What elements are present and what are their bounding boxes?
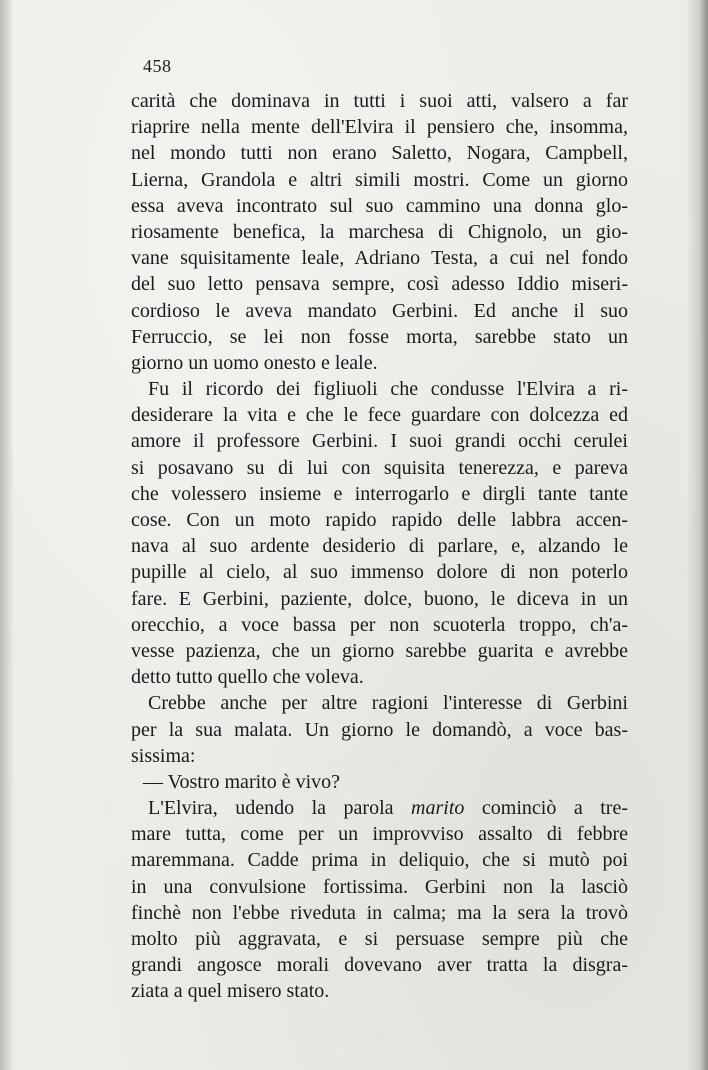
- text-line: sissima:: [131, 744, 196, 767]
- text-line: Crebbe anche per altre ragioni l'interesse di Gerbini: [148, 692, 628, 715]
- text-line: amore il professore Gerbini. I suoi grandi occhi cerulei: [131, 430, 628, 453]
- text-line: detto tutto quello che voleva.: [131, 666, 364, 689]
- text-line: Fu il ricordo dei figliuoli che condusse l'Elvira a ri-: [148, 378, 628, 401]
- text-line: in una convulsione fortissima. Gerbini non la lasciò: [131, 875, 628, 898]
- text-line: finchè non l'ebbe riveduta in calma; ma la sera la trovò: [131, 901, 628, 924]
- text-line: giorno un uomo onesto e leale.: [131, 351, 378, 374]
- text-line: ziata a quel misero stato.: [131, 980, 330, 1003]
- text-line: mare tutta, come per un improvviso assalto di febbre: [131, 823, 628, 846]
- text-line: Lierna, Grandola e altri simili mostri. Come un giorno: [131, 168, 628, 191]
- text-line: per la sua malata. Un giorno le domandò, a voce bas-: [131, 718, 628, 741]
- text-line: maremmana. Cadde prima in deliquio, che si mutò poi: [131, 849, 628, 872]
- text-line: cose. Con un moto rapido rapido delle labbra accen-: [131, 509, 628, 531]
- text-line: si posavano su di lui con squisita tenerezza, e pareva: [131, 456, 628, 479]
- text-line: vesse pazienza, che un giorno sarebbe guarita e avrebbe: [131, 639, 628, 662]
- text-line: vane squisitamente leale, Adriano Testa, a cui nel fondo: [131, 247, 628, 270]
- text-line: orecchio, a voce bassa per non scuoterla troppo, ch'a-: [131, 613, 628, 636]
- text-line: nel mondo tutti non erano Saletto, Nogara, Campbell,: [131, 142, 628, 165]
- text-line: riaprire nella mente dell'Elvira il pensiero che, insomma,: [131, 116, 628, 139]
- text-line: cordioso le aveva mandato Gerbini. Ed anche il suo: [131, 299, 628, 322]
- text-line: grandi angosce morali dovevano aver tratta la disgra-: [131, 954, 628, 977]
- text-line: L'Elvira, udendo la parola marito cominciò a tre-: [148, 797, 628, 820]
- text-line: — Vostro marito è vivo?: [143, 770, 341, 793]
- page-gutter-shadow: [0, 0, 14, 1070]
- body-text: [131, 88, 628, 1005]
- text-line: che volessero insieme e interrogarlo e dirgli tante tante: [131, 482, 628, 505]
- page-number: 458: [143, 56, 172, 76]
- text-line: desiderare la vita e che le fece guardare con dolcezza ed: [131, 404, 628, 427]
- text-line: nava al suo ardente desiderio di parlare, e, alzando le: [131, 535, 628, 558]
- text-line: essa aveva incontrato sul suo cammino una donna glo-: [131, 194, 628, 217]
- text-line: molto più aggravata, e si persuase sempre più che: [131, 928, 628, 950]
- page-edge-shadow: [686, 0, 708, 1070]
- text-line: carità che dominava in tutti i suoi atti, valsero a far: [131, 90, 628, 112]
- text-line: riosamente benefica, la marchesa di Chignolo, un gio-: [131, 220, 628, 243]
- text-line: del suo letto pensava sempre, così adesso Iddio miseri-: [131, 273, 628, 296]
- text-line: fare. E Gerbini, paziente, dolce, buono, le diceva in un: [131, 587, 628, 610]
- text-line: pupille al cielo, al suo immenso dolore di non poterlo: [131, 561, 628, 584]
- text-line: Ferruccio, se lei non fosse morta, sarebbe stato un: [131, 325, 628, 348]
- italic-word: marito: [411, 797, 465, 820]
